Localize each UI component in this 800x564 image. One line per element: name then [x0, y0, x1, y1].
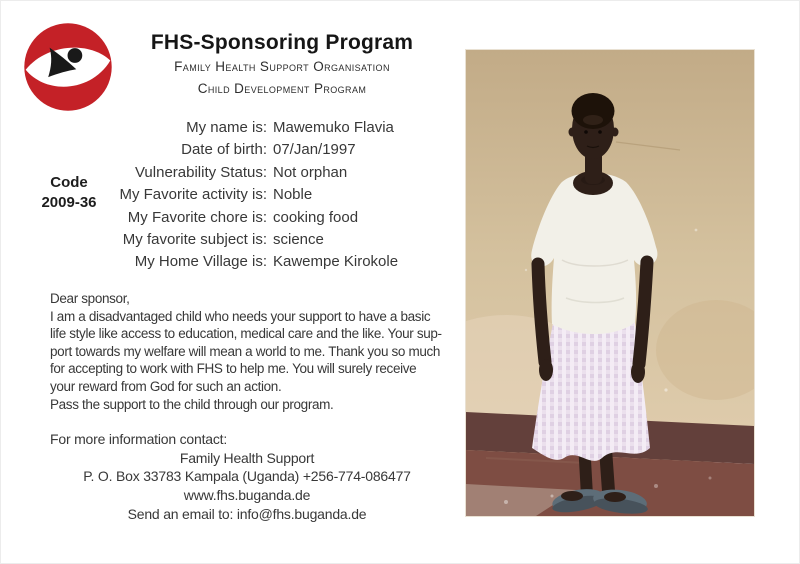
letter-line: life style like access to education, medical care and the like. Your sup-: [50, 326, 442, 342]
field-label: My Home Village is:: [134, 253, 267, 271]
logo-figure-dot: [68, 48, 83, 63]
letter-line: Dear sponsor,: [50, 291, 130, 306]
field-row-village: [41, 251, 398, 273]
letter-line: for accepting to work with FHS to help me. You will surely receive: [50, 361, 417, 377]
fhs-logo: [22, 21, 114, 113]
field-label: My favorite subject is:: [122, 231, 267, 249]
contact-org-name: Family Health Support: [179, 449, 315, 466]
field-label: Date of birth:: [181, 141, 267, 159]
field-value: science: [273, 231, 324, 249]
field-row-activity: [41, 184, 398, 206]
field-row-chore: [41, 207, 398, 229]
contact-address-phone: P. O. Box 33783 Kampala (Uganda) +256-774-086477: [83, 468, 411, 485]
fhs-logo-graphic: [22, 21, 114, 113]
letter-line: port towards my welfare will mean a world to me. Thank you so much: [50, 343, 441, 359]
child-fields: [41, 117, 398, 274]
child-photo: [466, 50, 754, 516]
contact-website: www.fhs.buganda.de: [183, 487, 311, 504]
letter-line: Pass the support to the child through our program.: [50, 396, 334, 412]
field-value: Mawemuko Flavia: [273, 119, 394, 136]
field-row-subject: [41, 229, 398, 251]
organisation-subtitle: Family Health Support Organisation: [174, 59, 390, 74]
field-label: My name is:: [186, 119, 267, 136]
program-subtitle: Child Development Program: [197, 81, 367, 96]
field-value: Not orphan: [273, 163, 348, 181]
field-value: 07/Jan/1997: [273, 141, 356, 159]
field-row-name: [41, 117, 398, 139]
header: [121, 31, 443, 98]
letter-line: I am a disadvantaged child who needs your support to have a basic: [50, 308, 431, 324]
child-photo-illustration: [466, 50, 754, 516]
field-row-dob: [41, 139, 398, 161]
field-row-vulnerability: [41, 162, 398, 184]
field-label: My Favorite activity is:: [119, 186, 267, 204]
code-label: Code: [50, 174, 88, 191]
contact-intro: For more information contact:: [50, 431, 228, 447]
contact-info: [31, 430, 463, 524]
letter-line: your reward from God for such an action.: [50, 378, 282, 394]
program-title: FHS-Sponsoring Program: [150, 31, 414, 54]
sponsor-letter: [50, 290, 442, 413]
field-value: Kawempe Kirokole: [273, 253, 399, 271]
contact-email: Send an email to: info@fhs.buganda.de: [127, 505, 367, 522]
code-value: 2009-36: [41, 193, 97, 211]
field-label: Vulnerability Status:: [134, 163, 267, 181]
field-label: My Favorite chore is:: [127, 208, 267, 226]
field-value: cooking food: [273, 208, 359, 226]
field-value: Noble: [273, 186, 313, 204]
